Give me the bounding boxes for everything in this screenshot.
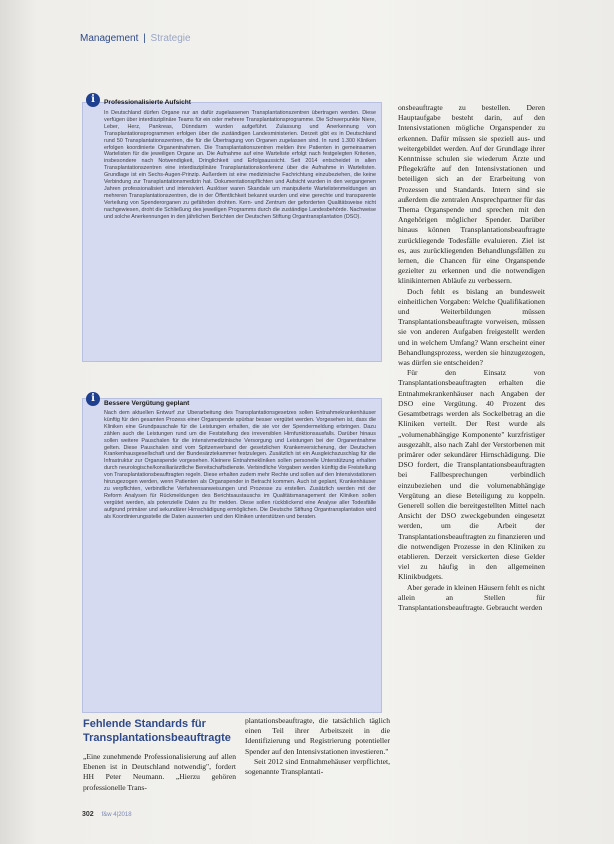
header-subsection: Strategie bbox=[150, 33, 191, 44]
page-number: 302 bbox=[82, 811, 94, 818]
page-header bbox=[80, 33, 191, 44]
paragraph: Aber gerade in kleinen Häusern fehlt es nicht allein an Stellen für Transplantationsbeauftragte. Gebraucht werden bbox=[398, 582, 545, 612]
info-box-body: In Deutschland dürfen Organe nur an dafür zugelassenen Transplantationszentren übertragen werden. Diese verfügen über interdisziplinäre Teams für ein oder mehrere Transplantationsprogramme. Die Schwerpunkte Niere, Leber, Herz, Pankreas, Dünndarm wurden aufgeführt. Zulassung und Anerkennung von Transplantationsprogrammen erfolgen über die zuständigen Landesministerien. Derzeit gibt es in Deutschland rund 50 Transplantationszentren, die für die Übertragung von Organen zugelassen sind. In rund 1.300 Kliniken erfolgen koordinierte Organentnahmen. Die Transplantationszentren melden ihre Patienten in gemeinsamen Wartelisten für die jeweiligen Organe an. Die Aufnahme auf eine Warteliste erfolgt nach festgelegten Kriterien, insbesondere nach Notwendigkeit, Dringlichkeit und Erfolgsaussicht. Seit 2014 entscheidet in allen Transplantationszentren eine interdisziplinäre Transplantationskonferenz über die Aufnahme in Wartelisten. Grundlage ist ein Sechs-Augen-Prinzip. Außerdem ist eine medizinische Fachrichtung einzubeziehen, die keine Verbindung zur Transplantationsmedizin hat. Dokumentationspflichten und Aufsicht wurden in den vergangenen Jahren professionalisiert und intensiviert. Auslöser waren Skandale um manipulierte Wartelistenmeldungen an mehreren Transplantationszentren, die in der Öffentlichkeit bekannt wurden und eine gerechte und transparente Verteilung von Spenderorganen zu gefährden drohten. Kern- und Zentrum der geforderten Qualitätsweise nicht nachgewiesen, droht die Schließung des jeweiligen Programms durch die zuständige Landesbehörde. Nachweise und solche Anerkennungen in den jährlichen Berichten der Deutschen Stiftung Organtransplantation (DSO). bbox=[104, 110, 376, 220]
header-section: Management bbox=[80, 33, 139, 44]
section-heading: Fehlende Standards für Transplantationsbeauftragte bbox=[83, 718, 231, 744]
paragraph: Für den Einsatz von Transplantationsbeauftragten erhalten die Entnahmekrankenhäuser nach Angaben der DSO eine Vergütung. 40 Prozent des Gesamtbetrags werden als Sockelbetrag an die Kliniken verteilt. Der Rest wurde als „volumenabhängige Komponente" kurzfristiger ausgezahlt, also nach Zahl der Verstorbenen mit primärer oder sekundärer Hirnschädigung. Die DSO fordert, die Transplantationsbeauftragten bei Fallbesprechungen verbindlich einzubeziehen und die volumenabhängige Vergütung an diese Beteiligung zu koppeln. Generell sollen die bereitgestellten Mittel nach Ansicht der DSO zweckgebunden eingesetzt werden, um die Arbeit der Transplantationsbeauftragten zu finanzieren und die notwendigen Prozesse in den Kliniken zu etablieren. Derzeit versickerten diese Gelder viel zu häufig in den allgemeinen Klinikbudgets. bbox=[398, 368, 545, 582]
paragraph: plantationsbeauftragte, die tatsächlich täglich einen Teil ihrer Arbeitszeit in die Identifizierung und Registrierung potentieller Spender auf den Intensivstationen investieren." bbox=[245, 716, 390, 756]
info-icon: i bbox=[86, 392, 100, 406]
header-separator: | bbox=[143, 33, 146, 44]
paragraph: Seit 2012 sind Entnahmehäuser verpflichtet, sogenannte Transplantati- bbox=[245, 756, 390, 777]
info-box-title: Professionalisierte Aufsicht bbox=[104, 99, 191, 106]
info-box-body: Nach dem aktuellen Entwurf zur Überarbeitung des Transplantationsgesetzes sollen Entnahmekrankenhäuser künftig für den gesamten Prozess einer Organspende spürbar besser vergütet werden. Vorgesehen ist, dass die Kliniken eine Grundpauschale für die Leistungen erhalten, die sie vor der Spendermeldung erbringen. Dazu zählen auch die Leistungen rund um die Feststellung des irreversiblen Hirnfunktionsausfalls. Darüber hinaus sollen weitere Pauschalen für die intensivmedizinische Versorgung und Leistungen bei der Organentnahme gelten. Diese Pauschalen sind vom Spitzenverband der gesetzlichen Krankenversicherung, der Deutschen Krankenhausgesellschaft und der Bundesärztekammer festzulegen. Zusätzlich ist ein Ausgleichszuschlag für die Infrastruktur zur Organspende vorgesehen. Kleinere Entnahmekliniken sollen personelle Unterstützung erhalten durch neurologische/konsiliarärztliche Bereitschaftsdienste. Verbindliche Vorgaben werden künftig die Freistellung von Transplantationsbeauftragten regeln. Diese erhalten zudem mehr Rechte und sollen auf den Intensivstationen hinzugezogen werden, wenn Patienten als Organspender in Betracht kommen. Auch ist geplant, Krankenhäuser zu verpflichten, verbindliche Verfahrensanweisungen und Prozesse zu erstellen. Zusätzlich werden mit der Reform Analysen für Rückmeldungen des Berichtsaustauschs im Qualitätsmanagement der Kliniken sollen vergütet werden, als potenzielle Daten zu Ihr melden. Diese sollen rückblickend eine Analyse aller Todesfälle aufgrund primärer und sekundärer Hirnschädigung ermöglichen. Die Deutsche Stiftung Organtransplantation wird als Koordinierungsstelle die Daten auswerten und den Kliniken unterstützen und beraten. bbox=[104, 410, 376, 520]
article-column-middle bbox=[245, 716, 390, 777]
magazine-name: f&w 4|2018 bbox=[101, 812, 132, 818]
paragraph: Doch fehlt es bislang an bundesweit einheitlichen Vorgaben: Welche Qualifikationen und Weiterbildungen müssen Transplantationsbeauftragte vorweisen, müssen sie von anderen Aufgaben freigestellt werden und in welchem Umfang? Wann erscheint einer Behandlungsprozess, werden sie hinzugezogen, was dürfen sie entscheiden? bbox=[398, 286, 545, 368]
page-footer bbox=[82, 811, 132, 818]
article-column-left bbox=[83, 752, 236, 793]
info-box-title: Bessere Vergütung geplant bbox=[104, 400, 190, 407]
info-icon: i bbox=[86, 93, 100, 107]
article-column-right bbox=[398, 103, 545, 613]
paragraph: „Eine zunehmende Professionalisierung auf allen Ebenen ist in Deutschland notwendig", fordert HH Peter Neumann. „Hierzu gehören professionelle Trans- bbox=[83, 752, 236, 792]
paragraph: onsbeauftragte zu bestellen. Deren Hauptaufgabe besteht darin, auf den Intensivstationen mögliche Organspender zu erkennen. Dafür müssen sie speziell aus- und weitergebildet werden. Auf der Grundlage ihrer Kenntnisse schulen sie wiederum Ärzte und Pflegekräfte auf den Intensivstationen und beteiligen sich an der Erarbeitung von Prozessen und Standards. Intern sind sie außerdem die zentralen Ansprechpartner für das Thema Organspende und sprechen mit den Angehörigen möglicher Spender. Darüber hinaus können Transplantationsbeauftragte zurückliegende Todesfälle evaluieren. Ziel ist es, aus zurückliegenden Behandlungsfällen zu lernen, die Chancen für eine Organspende gezielter zu erkennen und die notwendigen klinikinternen Abläufe zu verbessern. bbox=[398, 103, 545, 286]
